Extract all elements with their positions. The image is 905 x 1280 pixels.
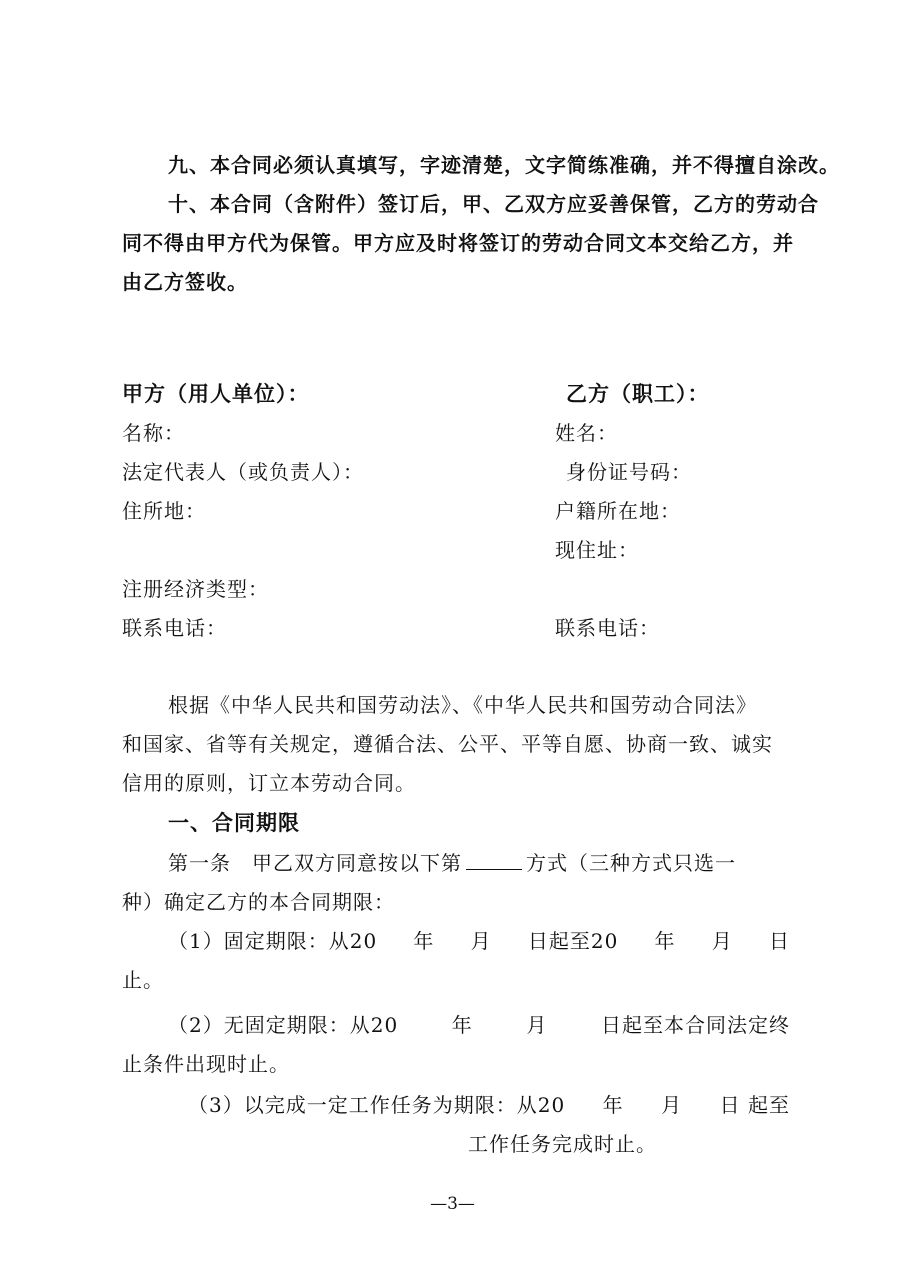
- clause-ten-line-1: 十、本合同（含附件）签订后，甲、乙双方应妥善保管，乙方的劳动合: [168, 192, 819, 216]
- option-2-part: （2）无固定期限：从20: [168, 1013, 399, 1037]
- option-3-part: 年: [602, 1093, 624, 1117]
- article-1-line-2: 种）确定乙方的本合同期限：: [122, 890, 395, 914]
- party-b-heading: 乙方（职工）：: [566, 382, 710, 406]
- article-1-line-1: [168, 849, 736, 877]
- page-number: —3—: [430, 1194, 475, 1214]
- option-1-line: [168, 927, 790, 955]
- option-2-part: 日起至本合同法定终: [600, 1013, 790, 1037]
- party-b-name-label: 姓名：: [555, 421, 618, 445]
- option-1-end: 止。: [122, 968, 164, 992]
- party-a-legal-rep-label: 法定代表人（或负责人）：: [122, 460, 364, 484]
- party-b-current-address-label: 现住址：: [555, 538, 639, 562]
- option-1-part: （1）固定期限：从20: [168, 929, 378, 953]
- clause-nine: 九、本合同必须认真填写，字迹清楚，文字简练准确，并不得擅自涂改。: [168, 153, 840, 177]
- option-2-end: 止条件出现时止。: [122, 1052, 290, 1076]
- option-2-part: 月: [526, 1013, 548, 1037]
- party-a-econ-type-label: 注册经济类型：: [122, 577, 269, 601]
- option-1-part: 日起至20: [527, 929, 619, 953]
- option-1-part: 年: [654, 929, 676, 953]
- option-3-end: 工作任务完成时止。: [468, 1132, 657, 1156]
- option-1-part: 月: [470, 929, 492, 953]
- party-b-id-label: 身份证号码：: [566, 460, 692, 484]
- option-2-line: [168, 1011, 790, 1039]
- preamble-line-3: 信用的原则，订立本劳动合同。: [122, 771, 416, 795]
- party-b-phone-label: 联系电话：: [555, 616, 660, 640]
- preamble-line-1: 根据《中华人民共和国劳动法》、《中华人民共和国劳动合同法》: [168, 693, 757, 717]
- option-2-part: 年: [451, 1013, 473, 1037]
- section-1-title: 一、合同期限: [168, 811, 300, 835]
- party-a-name-label: 名称：: [122, 421, 185, 445]
- preamble-line-2: 和国家、省等有关规定，遵循合法、公平、平等自愿、协商一致、诚实: [122, 732, 773, 756]
- option-3-part: （3）以完成一定工作任务为期限：从20: [188, 1093, 566, 1117]
- party-b-hukou-label: 户籍所在地：: [555, 499, 681, 523]
- option-1-part: 年: [413, 929, 435, 953]
- option-1-part: 日: [768, 929, 790, 953]
- party-a-heading: 甲方（用人单位）：: [122, 382, 310, 406]
- option-3-part: 月: [661, 1093, 683, 1117]
- clause-ten-line-2: 同不得由甲方代为保管。甲方应及时将签订的劳动合同文本交给乙方，并: [122, 231, 794, 255]
- clause-ten-line-3: 由乙方签收。: [122, 270, 248, 294]
- article-1-post: 方式（三种方式只选一: [526, 851, 736, 875]
- option-choice-blank: [466, 849, 522, 870]
- article-1-pre: 第一条 甲乙双方同意按以下第: [168, 851, 462, 875]
- party-a-phone-label: 联系电话：: [122, 616, 227, 640]
- option-1-part: 月: [711, 929, 733, 953]
- option-3-part: 日 起至: [719, 1093, 790, 1117]
- party-a-address-label: 住所地：: [122, 499, 206, 523]
- option-3-line: [188, 1091, 790, 1119]
